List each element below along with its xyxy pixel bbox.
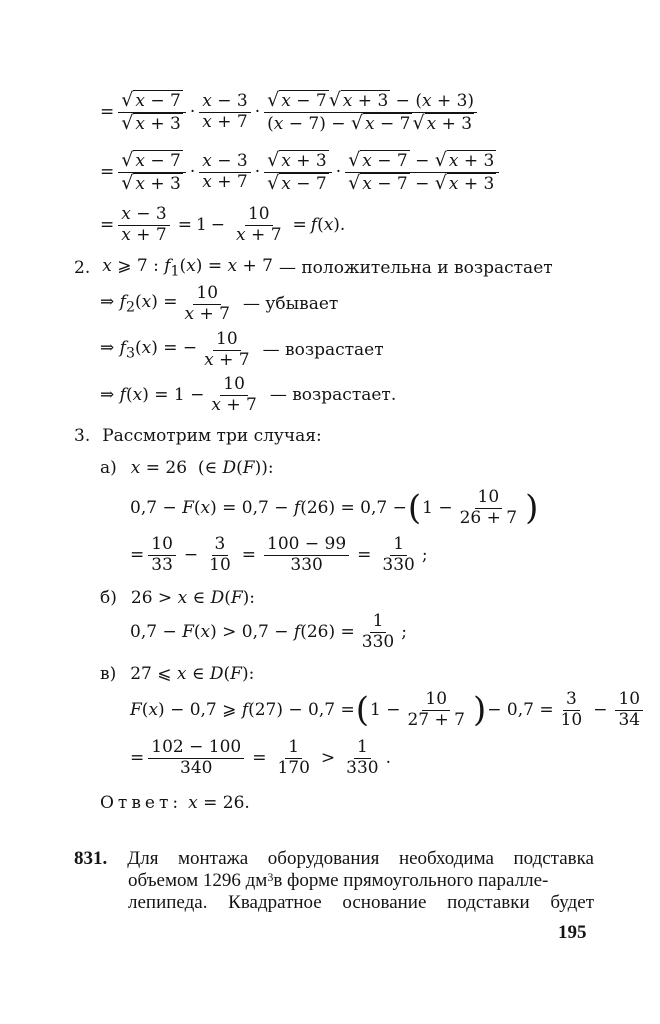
case-a-label: а) <box>100 458 117 478</box>
case-b-line-1: 0,7 − F(x) > 0,7 − f(26) = $\frac{1}{330}$ ; <box>130 611 407 652</box>
problem-text-line-3: лепипеда. Квадратное основание подставки будет <box>128 892 594 913</box>
case-c-label: в) <box>100 664 117 684</box>
problem-text-line-2a: объемом 1296 дм <box>128 870 268 891</box>
item-2-number: 2. <box>74 257 91 278</box>
problem-text-line-2b: в форме прямоугольного паралле- <box>273 870 549 891</box>
problem-text-line-1: Для монтажа оборудования необходима подставка <box>127 848 594 869</box>
problem-number: 831. <box>74 848 108 869</box>
derivation-line-1: = $\frac{√ x - 7}{√ x + 3}$ · $\frac{x - 3}{x + 7}$ · $\frac{√ x - 7 √ x + 3 - (x + 3)}{(x - 7) - √ x - 7 √ x + 3}$ <box>100 90 481 135</box>
problem-text-line-2-sup: 3 <box>267 870 274 884</box>
item-2-f2-note: — убывает <box>242 294 339 315</box>
case-a-line-1: 0,7 − F(x) = 0,7 − f(26) = 0,7 − ( 1 − $\frac{10}{26 + 7}$ ) <box>130 487 539 529</box>
case-c-condition: в) 27 ⩽ x ∈ D(F): <box>100 664 255 684</box>
problem-line-3 <box>128 892 594 914</box>
case-c-line-1: F(x) − 0,7 ⩾ f(27) − 0,7 = ( 1 − $\frac{10}{27 + 7}$ ) − 0,7 = $\frac{3}{10}$ − $\frac{10}{34}$ <box>130 690 647 730</box>
case-b-condition: б) 26 > x ∈ D(F): <box>100 588 256 608</box>
case-c-line-2: = $\frac{102 - 100}{340}$ = $\frac{1}{170}$ > $\frac{1}{330}$ . <box>130 737 392 778</box>
case-a-line-2: = $\frac{10}{33}$ − $\frac{3}{10}$ = $\frac{100 - 99}{330}$ = $\frac{1}{330}$ ; <box>130 534 428 575</box>
problem-line-2 <box>128 870 594 892</box>
item-2-f3-note: — возрастает <box>262 340 384 361</box>
derivation-line-2: = $\frac{√ x - 7}{√ x + 3}$ · $\frac{x - 3}{x + 7}$ · $\frac{√ x + 3}{√ x - 7}$ · $\frac{√ x - 7 - √ x + 3}{√ x - 7 - √ x + 3}$ <box>100 150 503 195</box>
answer: Ответ: x = 26. <box>100 793 250 813</box>
item-2-f3: ⇒ $f_3(x)$ = − $\frac{10}{x + 7}$ — возрастает <box>100 329 384 370</box>
problem-line-1 <box>74 848 594 870</box>
answer-label: Ответ: <box>100 793 183 813</box>
case-b-label: б) <box>100 588 117 608</box>
item-2-f2: ⇒ $f_2(x)$ = $\frac{10}{x + 7}$ — убывает <box>100 283 339 324</box>
item-2-f: ⇒ f(x) = 1 − $\frac{10}{x + 7}$ — возрастает. <box>100 374 397 415</box>
derivation-line-3: = $\frac{x - 3}{x + 7}$ = 1 − $\frac{10}{x + 7}$ = f(x). <box>100 204 346 245</box>
item-3-title-text: Рассмотрим три случая: <box>102 426 322 446</box>
page-number: 195 <box>558 922 587 943</box>
item-3-number: 3. <box>74 426 91 446</box>
item-2-statement: 2. x ⩾ 7 : $f_1(x) = x + 7$ — положительна и возрастает <box>74 256 553 280</box>
item-3-title <box>74 426 322 446</box>
item-2-statement-note: — положительна и возрастает <box>278 257 553 278</box>
case-a-condition: а) x = 26 (∈ D(F)): <box>100 458 274 478</box>
item-2-f-note: — возрастает. <box>269 385 397 406</box>
